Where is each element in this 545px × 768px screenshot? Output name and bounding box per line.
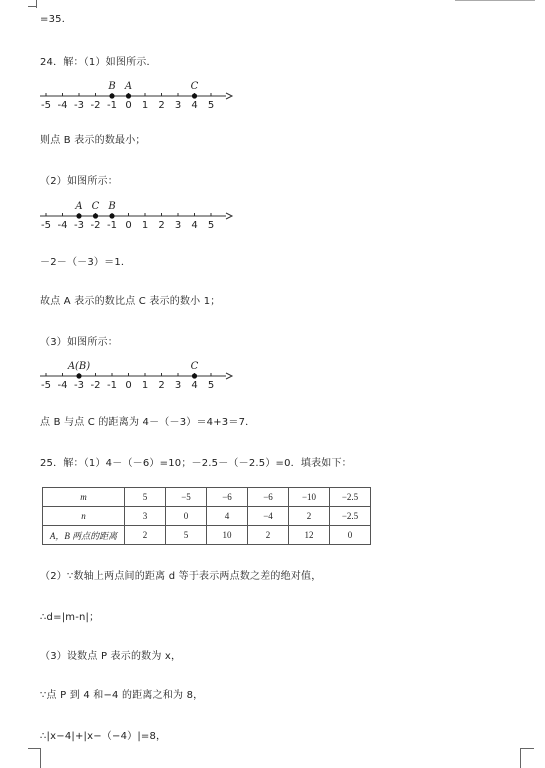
tick-label: 0 [125, 380, 132, 391]
calculation-24-2: －2－（－3）＝1． [40, 257, 132, 268]
answer-24-3: 点 B 与点 C 的距离为 4－（－3）＝4+3＝7． [40, 417, 256, 428]
question-25-3: （3）设数点 P 表示的数为 x， [40, 651, 182, 662]
answer-24-2: 故点 A 表示的数比点 C 表示的数小 1； [40, 296, 221, 307]
tick-label: 1 [141, 380, 149, 391]
tick-label: 1 [141, 220, 149, 231]
corner-mark [40, 748, 41, 768]
tick-label: -4 [57, 100, 68, 111]
row-header: A，B 两点的距离 [43, 526, 125, 545]
number-line-3 [38, 359, 238, 391]
point-label: A(B) [67, 361, 91, 372]
point-label: B [108, 201, 116, 212]
tick-label: -2 [90, 100, 101, 111]
table-cell: −6 [248, 488, 289, 507]
equation-line: =35． [40, 14, 72, 25]
tick-label: -1 [107, 100, 117, 111]
table-cell: 2 [248, 526, 289, 545]
row-header: n [43, 507, 125, 526]
corner-mark [455, 0, 535, 1]
point-dot [93, 213, 98, 218]
question-24-3-heading: （3）如图所示： [40, 337, 118, 348]
tick-label: -5 [41, 100, 51, 111]
tick-label: 2 [158, 220, 165, 231]
point-label: C [190, 81, 199, 92]
table-cell: 2 [125, 526, 166, 545]
tick-label: -1 [107, 380, 117, 391]
point-label: C [190, 361, 199, 372]
point-dot [76, 213, 81, 218]
corner-mark [520, 748, 521, 768]
because-25-3: ∵点 P 到 4 和−4 的距离之和为 8， [40, 690, 204, 701]
tick-label: -3 [74, 220, 84, 231]
tick-label: -2 [90, 380, 101, 391]
question-25-2: （2）∵数轴上两点间的距离 d 等于表示两点数之差的绝对值， [40, 571, 322, 582]
number-line-1 [38, 79, 238, 111]
tick-label: -2 [90, 220, 101, 231]
row-header: m [43, 488, 125, 507]
corner-mark [520, 748, 534, 749]
tick-label: -5 [41, 220, 51, 231]
axis-arrow [226, 373, 232, 379]
number-line-2 [38, 199, 238, 231]
formula-25-2: ∴d=|m-n|； [40, 612, 100, 623]
table-cell: −6 [207, 488, 248, 507]
point-label: B [108, 81, 116, 92]
table-cell: 0 [166, 507, 207, 526]
table-cell: 3 [125, 507, 166, 526]
table-cell: 5 [166, 526, 207, 545]
table-row [43, 488, 371, 507]
table-cell: 10 [207, 526, 248, 545]
question-24-2-heading: （2）如图所示： [40, 176, 118, 187]
question-25-heading: 25．解：（1）4－（－6）=10；－2.5－（－2.5）=0．填表如下： [40, 458, 352, 469]
therefore-25-3: ∴|x−4|+|x−（−4）|=8， [40, 731, 167, 742]
point-dot [109, 213, 114, 218]
point-dot [109, 93, 114, 98]
point-dot [192, 373, 197, 378]
table-cell: 2 [289, 507, 330, 526]
table-cell: 5 [125, 488, 166, 507]
table-cell: −4 [248, 507, 289, 526]
point-dot [192, 93, 197, 98]
table-cell: −2.5 [330, 507, 371, 526]
corner-mark [28, 6, 37, 7]
tick-label: 4 [191, 220, 198, 231]
tick-label: 5 [207, 100, 215, 111]
answer-24-1: 则点 B 表示的数最小； [40, 135, 146, 146]
table-row [43, 526, 371, 545]
tick-label: 2 [158, 380, 165, 391]
tick-label: 5 [207, 220, 215, 231]
tick-label: 3 [174, 100, 182, 111]
tick-label: -1 [107, 220, 117, 231]
table-cell: −2.5 [330, 488, 371, 507]
tick-label: 5 [207, 380, 215, 391]
tick-label: -3 [74, 380, 84, 391]
point-label: A [75, 201, 83, 212]
tick-label: 4 [191, 380, 198, 391]
tick-label: 2 [158, 100, 165, 111]
distance-table [42, 487, 371, 545]
table-cell: 12 [289, 526, 330, 545]
table-cell: −10 [289, 488, 330, 507]
point-label: C [91, 201, 100, 212]
tick-label: 1 [141, 100, 149, 111]
question-24-heading: 24．解：（1）如图所示． [40, 57, 157, 68]
tick-label: 3 [174, 380, 182, 391]
tick-label: 0 [125, 220, 132, 231]
corner-mark [28, 748, 41, 749]
tick-label: 4 [191, 100, 198, 111]
table-cell: 4 [207, 507, 248, 526]
table-cell: 0 [330, 526, 371, 545]
point-dot [76, 373, 81, 378]
axis-arrow [226, 93, 232, 99]
point-label: A [124, 81, 133, 92]
axis-arrow [226, 213, 232, 219]
tick-label: -5 [41, 380, 51, 391]
point-dot [126, 93, 131, 98]
tick-label: -3 [74, 100, 84, 111]
table-row [43, 507, 371, 526]
table-cell: −5 [166, 488, 207, 507]
tick-label: -4 [57, 220, 68, 231]
tick-label: 3 [174, 220, 182, 231]
tick-label: -4 [57, 380, 68, 391]
tick-label: 0 [125, 100, 132, 111]
